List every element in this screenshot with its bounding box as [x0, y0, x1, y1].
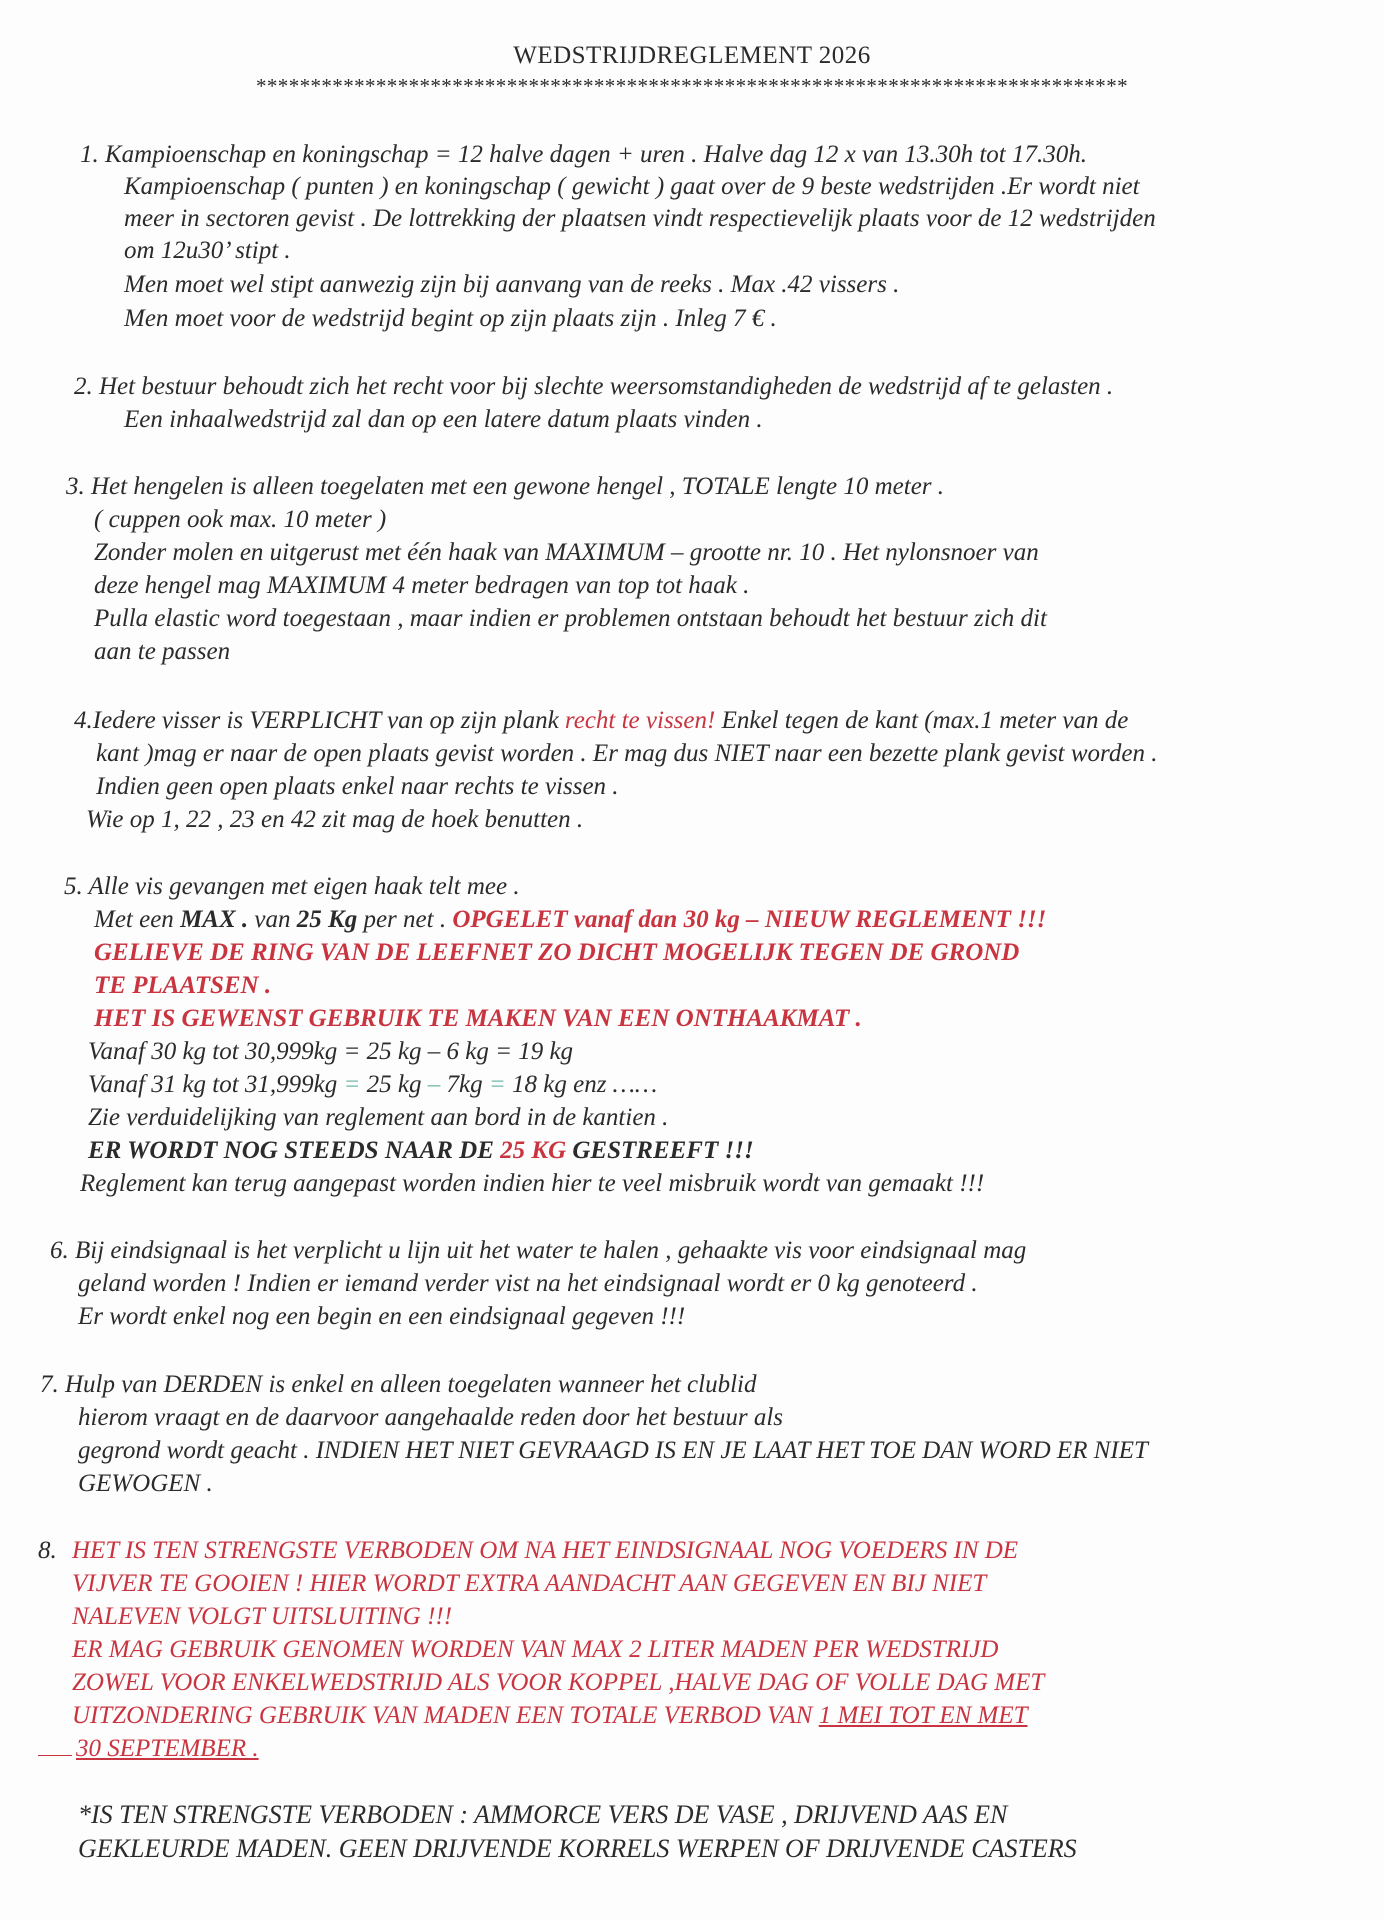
rule-3-line-5: Pulla elastic word toegestaan , maar indien er problemen ontstaan behoudt het bestuur zich dit [94, 605, 1047, 632]
rule-3-line-6: aan te passen [94, 638, 231, 665]
rule-5-max-weight: 25 Kg [296, 906, 358, 933]
rule-8-line-5: ZOWEL VOOR ENKELWEDSTRIJD ALS VOOR KOPPEL ,HALVE DAG OF VOLLE DAG MET [72, 1669, 1045, 1696]
rule-8-line-3: NALEVEN VOLGT UITSLUITING !!! [72, 1603, 453, 1630]
rule-5-line-1: 5. Alle vis gevangen met eigen haak telt mee . [64, 873, 520, 900]
rule-8-line-6-a: UITZONDERING GEBRUIK VAN MADEN EEN TOTALE VERBOD VAN [72, 1702, 819, 1729]
rule-7-line-2: hierom vraagt en de daarvoor aangehaalde reden door het bestuur als [78, 1404, 783, 1431]
rule-5-line-7 [88, 1070, 657, 1100]
rule-2-line-2: Een inhaalwedstrijd zal dan op een latere datum plaats vinden . [124, 406, 763, 433]
rule-1-line-3: meer in sectoren gevist . De lottrekking der plaatsen vindt respectievelijk plaats voor de 12 wedstrijden [124, 205, 1156, 232]
rule-5-line-7-eq1: = [343, 1071, 361, 1098]
rule-5-line-2 [94, 905, 1046, 935]
rule-4-line-1-tail: Enkel tegen de kant (max.1 meter van de [715, 707, 1129, 734]
rule-5-line-9 [88, 1136, 754, 1166]
rule-5-line-7-a: Vanaf 31 kg tot 31,999kg [88, 1071, 344, 1098]
rule-3-line-1: 3. Het hengelen is alleen toegelaten met een gewone hengel , TOTALE lengte 10 meter . [66, 473, 945, 500]
rule-8-line-4: ER MAG GEBRUIK GENOMEN WORDEN VAN MAX 2 LITER MADEN PER WEDSTRIJD [72, 1636, 999, 1663]
rule-4-line-2: kant )mag er naar de open plaats gevist worden . Er mag dus NIET naar een bezette plank gevist worden . [96, 740, 1158, 767]
rule-4-highlight: recht te vissen! [564, 707, 716, 734]
rule-7-line-4: GEWOGEN . [78, 1470, 213, 1497]
rule-5-max-label: MAX . [180, 906, 249, 933]
rule-8-line-2: VIJVER TE GOOIEN ! HIER WORDT EXTRA AANDACHT AAN GEGEVEN EN BIJ NIET [72, 1570, 987, 1597]
rule-8-line-6 [72, 1701, 1028, 1731]
rule-5-line-2-c: van [248, 906, 297, 933]
rule-5-line-10: Reglement kan terug aangepast worden indien hier te veel misbruik wordt van gemaakt !!! [80, 1170, 985, 1197]
rule-4-line-4: Wie op 1, 22 , 23 en 42 zit mag de hoek benutten . [86, 806, 584, 833]
document-title: WEDSTRIJDREGLEMENT 2026 [513, 42, 871, 69]
rule-5-line-7-eq2: = [488, 1071, 506, 1098]
rule-5-line-9-c: GESTREEFT !!! [566, 1137, 754, 1164]
rule-5-line-7-minus: – [427, 1071, 441, 1098]
rule-5-line-4: TE PLAATSEN . [94, 972, 272, 999]
rule-8-line-1: HET IS TEN STRENGSTE VERBODEN OM NA HET EINDSIGNAAL NOG VOEDERS IN DE [72, 1537, 1019, 1564]
rule-5-line-9-weight: 25 KG [500, 1137, 567, 1164]
footer-line-1: *IS TEN STRENGSTE VERBODEN : AMMORCE VERS DE VASE , DRIJVEND AAS EN [78, 1800, 1008, 1829]
rule-1-line-6: Men moet voor de wedstrijd begint op zijn plaats zijn . Inleg 7 € . [124, 305, 777, 332]
rule-5-line-6: Vanaf 30 kg tot 30,999kg = 25 kg – 6 kg = 19 kg [88, 1038, 574, 1065]
rule-1-line-5: Men moet wel stipt aanwezig zijn bij aanvang van de reeks . Max .42 vissers . [124, 271, 900, 298]
rule-5-line-9-a: ER WORDT NOG STEEDS NAAR DE [88, 1137, 501, 1164]
rule-4-line-1 [74, 706, 1128, 736]
rule-5-line-7-e: 7kg [440, 1071, 489, 1098]
rule-3-line-3: Zonder molen en uitgerust met één haak van MAXIMUM – grootte nr. 10 . Het nylonsnoer van [94, 539, 1039, 566]
rule-5-line-2-e: per net . [357, 906, 453, 933]
rule-2-line-1: 2. Het bestuur behoudt zich het recht voor bij slechte weersomstandigheden de wedstrijd af te gelasten . [74, 373, 1114, 400]
footer-line-2: GEKLEURDE MADEN. GEEN DRIJVENDE KORRELS WERPEN OF DRIJVENDE CASTERS [78, 1834, 1077, 1863]
rule-1-line-4: om 12u30’ stipt . [124, 237, 291, 264]
rule-5-line-7-c: 25 kg [360, 1071, 428, 1098]
rule-1-line-1: 1. Kampioenschap en koningschap = 12 halve dagen + uren . Halve dag 12 x van 13.30h tot 17.30h. [80, 141, 1087, 168]
rule-1-line-2: Kampioenschap ( punten ) en koningschap ( gewicht ) gaat over de 9 beste wedstrijden .Er wordt niet [124, 173, 1140, 200]
rule-6-line-3: Er wordt enkel nog een begin en een eindsignaal gegeven !!! [78, 1303, 686, 1330]
rule-8-number: 8. [38, 1537, 57, 1564]
rule-8-underline-lead [38, 1755, 72, 1756]
rule-5-line-2-a: Met een [94, 906, 181, 933]
rule-8-end-date: 30 SEPTEMBER . [76, 1735, 259, 1762]
rule-7-line-3: gegrond wordt geacht . INDIEN HET NIET GEVRAAGD IS EN JE LAAT HET TOE DAN WORD ER NIET [78, 1437, 1148, 1464]
rule-6-line-1: 6. Bij eindsignaal is het verplicht u lijn uit het water te halen , gehaakte vis voor eindsignaal mag [50, 1237, 1027, 1264]
rule-3-line-4: deze hengel mag MAXIMUM 4 meter bedragen van top tot haak . [94, 572, 750, 599]
rule-5-line-5: HET IS GEWENST GEBRUIK TE MAKEN VAN EEN ONTHAAKMAT . [94, 1005, 862, 1032]
rule-7-line-1: 7. Hulp van DERDEN is enkel en alleen toegelaten wanneer het clublid [40, 1371, 757, 1398]
rule-8-line-7 [38, 1734, 259, 1764]
title-separator: ******************************************************************************** [256, 74, 1128, 98]
rule-4-line-1-text: 4.Iedere visser is VERPLICHT van op zijn plank [74, 707, 565, 734]
rule-5-line-7-g: 18 kg enz …… [505, 1071, 658, 1098]
rule-5-line-3: GELIEVE DE RING VAN DE LEEFNET ZO DICHT MOGELIJK TEGEN DE GROND [94, 939, 1020, 966]
rule-3-line-2: ( cuppen ook max. 10 meter ) [94, 506, 387, 533]
rule-6-line-2: geland worden ! Indien er iemand verder vist na het eindsignaal wordt er 0 kg genoteerd . [78, 1270, 978, 1297]
rule-5-line-8: Zie verduidelijking van reglement aan bord in de kantien . [88, 1104, 669, 1131]
rule-8-period: 1 MEI TOT EN MET [818, 1702, 1028, 1729]
rule-4-line-3: Indien geen open plaats enkel naar rechts te vissen . [96, 773, 619, 800]
rule-5-warning: OPGELET vanaf dan 30 kg – NIEUW REGLEMENT !!! [452, 906, 1047, 933]
